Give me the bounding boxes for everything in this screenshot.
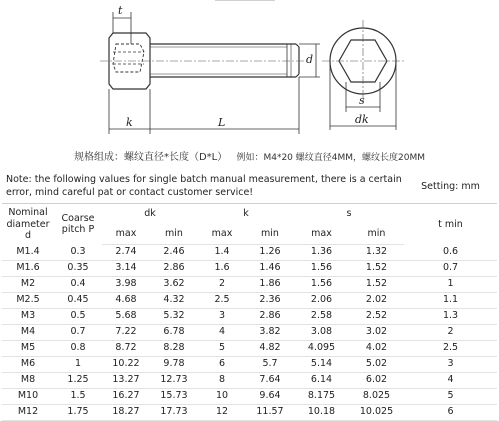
units-setting: Setting: mm (404, 171, 497, 204)
cell-size: M4 (2, 325, 54, 341)
cell-k-max: 1.4 (198, 245, 246, 261)
cell-t-min: 1 (404, 277, 497, 293)
s-header: s (346, 207, 352, 219)
k-header: k (243, 207, 249, 219)
cell-s-max: 4.095 (294, 341, 349, 357)
cell-dk-max: 2.74 (102, 245, 150, 261)
cell-k-max: 1.6 (198, 261, 246, 277)
cell-k-min: 4.82 (246, 341, 294, 357)
cell-s-max: 1.56 (294, 277, 349, 293)
cell-s-min: 4.02 (349, 341, 404, 357)
cell-pitch: 0.7 (54, 325, 102, 341)
cell-dk-max: 7.22 (102, 325, 150, 341)
cell-s-min: 2.52 (349, 309, 404, 325)
cell-s-max: 1.56 (294, 261, 349, 277)
cell-dk-min: 8.28 (150, 341, 198, 357)
cell-dk-min: 2.46 (150, 245, 198, 261)
cell-size: M5 (2, 341, 54, 357)
cell-pitch: 1.25 (54, 373, 102, 389)
k-label: k (126, 116, 133, 129)
k-max-header: max (198, 224, 246, 245)
cell-dk-min: 15.73 (150, 389, 198, 405)
k-min-header: min (246, 224, 294, 245)
dk-min-header: min (150, 224, 198, 245)
cell-dk-min: 5.32 (150, 309, 198, 325)
dimension-table-body (2, 245, 497, 421)
cell-dk-max: 8.72 (102, 341, 150, 357)
cell-dk-max: 16.27 (102, 389, 150, 405)
table-row (2, 405, 497, 421)
cell-s-max: 3.08 (294, 325, 349, 341)
cell-t-min: 6 (404, 405, 497, 421)
cell-s-min: 10.025 (349, 405, 404, 421)
cell-dk-max: 5.68 (102, 309, 150, 325)
cell-size: M3 (2, 309, 54, 325)
cell-pitch: 0.4 (54, 277, 102, 293)
cell-size: M10 (2, 389, 54, 405)
cell-t-min: 1.3 (404, 309, 497, 325)
cell-dk-min: 6.78 (150, 325, 198, 341)
cell-s-max: 1.36 (294, 245, 349, 261)
cell-dk-min: 12.73 (150, 373, 198, 389)
table-row (2, 261, 497, 277)
cell-t-min: 0.6 (404, 245, 497, 261)
cell-dk-min: 3.62 (150, 277, 198, 293)
cell-k-max: 5 (198, 341, 246, 357)
table-row (2, 245, 497, 261)
cell-k-max: 8 (198, 373, 246, 389)
cell-t-min: 2.5 (404, 341, 497, 357)
cell-k-min: 3.82 (246, 325, 294, 341)
t-label: t (118, 4, 123, 17)
cell-pitch: 1.75 (54, 405, 102, 421)
cell-s-min: 2.02 (349, 293, 404, 309)
cell-s-min: 1.52 (349, 261, 404, 277)
cell-s-max: 6.14 (294, 373, 349, 389)
cell-size: M1.4 (2, 245, 54, 261)
cell-s-max: 5.14 (294, 357, 349, 373)
cell-pitch: 0.45 (54, 293, 102, 309)
cell-k-max: 10 (198, 389, 246, 405)
cell-dk-max: 4.68 (102, 293, 150, 309)
cell-dk-min: 17.73 (150, 405, 198, 421)
cell-dk-min: 4.32 (150, 293, 198, 309)
cell-pitch: 0.5 (54, 309, 102, 325)
cell-size: M2 (2, 277, 54, 293)
d-label: d (306, 53, 314, 66)
dk-header: dk (144, 207, 156, 219)
t-min-header: t min (438, 218, 463, 230)
cell-t-min: 2 (404, 325, 497, 341)
cell-k-max: 12 (198, 405, 246, 421)
cell-t-min: 5 (404, 389, 497, 405)
table-row (2, 293, 497, 309)
cell-k-min: 9.64 (246, 389, 294, 405)
cell-k-max: 2 (198, 277, 246, 293)
nominal-diameter-header: Nominal diameter d (6, 207, 50, 241)
cell-dk-max: 3.14 (102, 261, 150, 277)
cell-size: M8 (2, 373, 54, 389)
cell-k-min: 1.26 (246, 245, 294, 261)
cell-k-max: 6 (198, 357, 246, 373)
dimension-table (2, 171, 497, 421)
cell-size: M12 (2, 405, 54, 421)
s-min-header: min (349, 224, 404, 245)
cell-dk-max: 13.27 (102, 373, 150, 389)
cell-s-min: 6.02 (349, 373, 404, 389)
cell-k-max: 2.5 (198, 293, 246, 309)
cell-s-min: 1.32 (349, 245, 404, 261)
cell-k-min: 1.46 (246, 261, 294, 277)
spec-formula-lead: 规格组成：螺纹直径*长度（D*L） (73, 152, 228, 163)
cell-t-min: 4 (404, 373, 497, 389)
l-label: L (218, 116, 226, 129)
cell-k-min: 1.86 (246, 277, 294, 293)
table-row (2, 357, 497, 373)
table-row (2, 373, 497, 389)
cell-s-max: 2.06 (294, 293, 349, 309)
cell-k-min: 5.7 (246, 357, 294, 373)
table-row (2, 341, 497, 357)
cell-size: M2.5 (2, 293, 54, 309)
cell-k-min: 7.64 (246, 373, 294, 389)
cell-dk-min: 9.78 (150, 357, 198, 373)
cell-pitch: 1 (54, 357, 102, 373)
cell-pitch: 1.5 (54, 389, 102, 405)
cell-dk-max: 3.98 (102, 277, 150, 293)
table-row (2, 277, 497, 293)
cell-s-min: 8.025 (349, 389, 404, 405)
dk-max-header: max (102, 224, 150, 245)
cell-dk-max: 18.27 (102, 405, 150, 421)
cell-dk-max: 10.22 (102, 357, 150, 373)
cell-t-min: 3 (404, 357, 497, 373)
cell-pitch: 0.35 (54, 261, 102, 277)
spec-formula (0, 148, 499, 166)
cell-size: M6 (2, 357, 54, 373)
cell-k-min: 2.86 (246, 309, 294, 325)
table-row (2, 389, 497, 405)
cell-s-max: 10.18 (294, 405, 349, 421)
cell-s-min: 5.02 (349, 357, 404, 373)
cell-s-min: 3.02 (349, 325, 404, 341)
cell-dk-min: 2.86 (150, 261, 198, 277)
table-row (2, 309, 497, 325)
table-row (2, 325, 497, 341)
cell-t-min: 0.7 (404, 261, 497, 277)
cell-pitch: 0.3 (54, 245, 102, 261)
screw-technical-drawing (0, 0, 499, 145)
cell-pitch: 0.8 (54, 341, 102, 357)
s-label: s (359, 94, 365, 107)
dk-label: dk (355, 113, 369, 126)
cell-s-min: 1.52 (349, 277, 404, 293)
cell-k-max: 4 (198, 325, 246, 341)
k-l-dimension (109, 77, 299, 134)
cell-k-min: 11.57 (246, 405, 294, 421)
cell-k-min: 2.36 (246, 293, 294, 309)
cell-t-min: 1.1 (404, 293, 497, 309)
s-max-header: max (294, 224, 349, 245)
cell-k-max: 3 (198, 309, 246, 325)
coarse-pitch-header: Coarse pitch P (61, 212, 95, 236)
measurement-note: Note: the following values for single batch manual measurement, there is a certain error, mind careful pat or contact customer service! (2, 171, 404, 204)
cell-s-max: 2.58 (294, 309, 349, 325)
cell-size: M1.6 (2, 261, 54, 277)
spec-formula-example: 例如：M4*20 螺纹直径4MM，螺纹长度20MM (236, 153, 425, 163)
cell-s-max: 8.175 (294, 389, 349, 405)
